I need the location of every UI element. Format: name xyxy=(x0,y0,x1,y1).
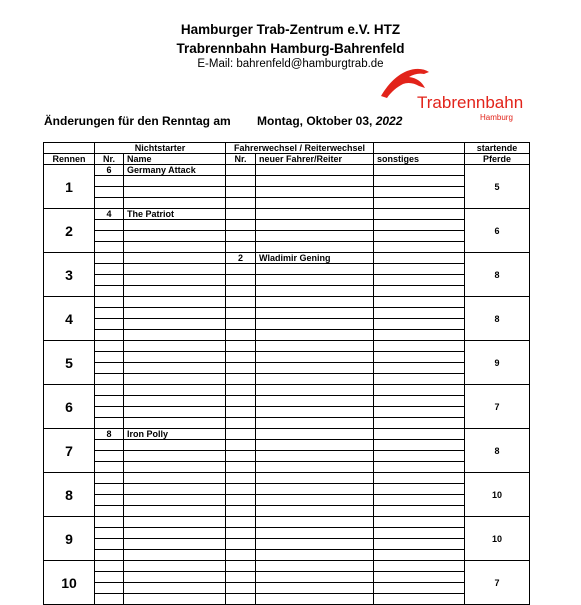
table-row xyxy=(44,275,530,286)
table-row xyxy=(44,506,530,517)
neuer-fahrer xyxy=(256,341,374,352)
fahrer-nr xyxy=(226,583,256,594)
nichtstarter-nr xyxy=(95,308,124,319)
col-rennen: Rennen xyxy=(44,154,95,165)
nichtstarter-name xyxy=(124,440,226,451)
race-number: 7 xyxy=(44,429,95,473)
fahrer-nr xyxy=(226,374,256,385)
sonstiges-cell xyxy=(374,495,465,506)
fahrer-nr xyxy=(226,440,256,451)
neuer-fahrer xyxy=(256,220,374,231)
nichtstarter-name xyxy=(124,385,226,396)
nichtstarter-name xyxy=(124,352,226,363)
sonstiges-cell xyxy=(374,572,465,583)
nichtstarter-name xyxy=(124,407,226,418)
neuer-fahrer xyxy=(256,209,374,220)
nichtstarter-nr: 8 xyxy=(95,429,124,440)
starting-horses: 10 xyxy=(465,517,530,561)
sonstiges-cell xyxy=(374,165,465,176)
nichtstarter-nr xyxy=(95,297,124,308)
nichtstarter-name xyxy=(124,297,226,308)
nichtstarter-name: Germany Attack xyxy=(124,165,226,176)
table-row xyxy=(44,429,530,440)
fahrer-nr xyxy=(226,385,256,396)
neuer-fahrer xyxy=(256,484,374,495)
nichtstarter-name: Iron Polly xyxy=(124,429,226,440)
neuer-fahrer xyxy=(256,363,374,374)
starting-horses: 8 xyxy=(465,297,530,341)
fahrer-nr xyxy=(226,231,256,242)
race-number: 3 xyxy=(44,253,95,297)
nichtstarter-name xyxy=(124,264,226,275)
neuer-fahrer xyxy=(256,561,374,572)
nichtstarter-nr xyxy=(95,418,124,429)
fahrer-nr xyxy=(226,506,256,517)
neuer-fahrer xyxy=(256,528,374,539)
nichtstarter-name xyxy=(124,253,226,264)
race-number: 8 xyxy=(44,473,95,517)
nichtstarter-nr xyxy=(95,187,124,198)
table-row xyxy=(44,165,530,176)
sonstiges-cell xyxy=(374,198,465,209)
fahrer-nr xyxy=(226,341,256,352)
nichtstarter-name xyxy=(124,495,226,506)
changes-title: Änderungen für den Renntag am xyxy=(44,114,231,128)
nichtstarter-name xyxy=(124,374,226,385)
neuer-fahrer xyxy=(256,275,374,286)
starting-horses: 9 xyxy=(465,341,530,385)
neuer-fahrer xyxy=(256,517,374,528)
nichtstarter-nr: 4 xyxy=(95,209,124,220)
neuer-fahrer xyxy=(256,187,374,198)
nichtstarter-nr xyxy=(95,286,124,297)
fahrer-nr xyxy=(226,561,256,572)
fahrer-nr xyxy=(226,264,256,275)
nichtstarter-name xyxy=(124,187,226,198)
col-nr-nichtstarter: Nr. xyxy=(95,154,124,165)
neuer-fahrer xyxy=(256,176,374,187)
table-row xyxy=(44,550,530,561)
fahrer-nr xyxy=(226,451,256,462)
neuer-fahrer xyxy=(256,374,374,385)
table-row xyxy=(44,517,530,528)
sonstiges-cell xyxy=(374,528,465,539)
nichtstarter-name xyxy=(124,231,226,242)
table-row xyxy=(44,473,530,484)
table-row xyxy=(44,231,530,242)
nichtstarter-nr: 6 xyxy=(95,165,124,176)
nichtstarter-nr xyxy=(95,451,124,462)
sonstiges-cell xyxy=(374,231,465,242)
fahrer-nr xyxy=(226,176,256,187)
sonstiges-cell xyxy=(374,385,465,396)
header-row-groups xyxy=(44,143,530,154)
fahrer-nr xyxy=(226,330,256,341)
race-date-text: Montag, Oktober 03, xyxy=(257,114,373,128)
table-row xyxy=(44,198,530,209)
fahrer-nr xyxy=(226,550,256,561)
starting-horses: 7 xyxy=(465,561,530,605)
nichtstarter-name xyxy=(124,308,226,319)
nichtstarter-name xyxy=(124,451,226,462)
nichtstarter-nr xyxy=(95,319,124,330)
nichtstarter-name xyxy=(124,583,226,594)
nichtstarter-name xyxy=(124,594,226,605)
fahrer-nr xyxy=(226,484,256,495)
sonstiges-cell xyxy=(374,451,465,462)
sonstiges-cell xyxy=(374,363,465,374)
table-row xyxy=(44,308,530,319)
header-nichtstarter: Nichtstarter xyxy=(95,143,226,154)
nichtstarter-nr xyxy=(95,561,124,572)
nichtstarter-nr xyxy=(95,407,124,418)
nichtstarter-nr xyxy=(95,495,124,506)
col-sonstiges: sonstiges xyxy=(374,154,465,165)
race-number: 10 xyxy=(44,561,95,605)
race-number: 5 xyxy=(44,341,95,385)
neuer-fahrer xyxy=(256,165,374,176)
table-row xyxy=(44,418,530,429)
changes-table xyxy=(43,142,530,605)
fahrer-nr xyxy=(226,165,256,176)
email-line: E-Mail: bahrenfeld@hamburgtrab.de xyxy=(197,58,384,70)
nichtstarter-name xyxy=(124,484,226,495)
nichtstarter-nr xyxy=(95,275,124,286)
header-startende: startende xyxy=(465,143,530,154)
nichtstarter-nr xyxy=(95,539,124,550)
nichtstarter-nr xyxy=(95,517,124,528)
table-row xyxy=(44,572,530,583)
nichtstarter-nr xyxy=(95,473,124,484)
fahrer-nr xyxy=(226,462,256,473)
table-row xyxy=(44,440,530,451)
race-number: 2 xyxy=(44,209,95,253)
fahrer-nr xyxy=(226,352,256,363)
sonstiges-cell xyxy=(374,242,465,253)
sonstiges-cell xyxy=(374,341,465,352)
nichtstarter-name xyxy=(124,561,226,572)
neuer-fahrer xyxy=(256,297,374,308)
sonstiges-cell xyxy=(374,506,465,517)
sonstiges-cell xyxy=(374,407,465,418)
neuer-fahrer xyxy=(256,231,374,242)
fahrer-nr xyxy=(226,319,256,330)
neuer-fahrer xyxy=(256,385,374,396)
starting-horses: 5 xyxy=(465,165,530,209)
race-number: 6 xyxy=(44,385,95,429)
nichtstarter-nr xyxy=(95,396,124,407)
sonstiges-cell xyxy=(374,418,465,429)
table-row xyxy=(44,187,530,198)
sonstiges-cell xyxy=(374,396,465,407)
nichtstarter-name: The Patriot xyxy=(124,209,226,220)
neuer-fahrer xyxy=(256,286,374,297)
sonstiges-cell xyxy=(374,374,465,385)
nichtstarter-name xyxy=(124,286,226,297)
sonstiges-cell xyxy=(374,187,465,198)
neuer-fahrer xyxy=(256,462,374,473)
nichtstarter-name xyxy=(124,330,226,341)
fahrer-nr xyxy=(226,308,256,319)
fahrer-nr xyxy=(226,198,256,209)
sonstiges-cell xyxy=(374,275,465,286)
neuer-fahrer: Wladimir Gening xyxy=(256,253,374,264)
table-row xyxy=(44,297,530,308)
race-year: 2022 xyxy=(375,114,403,128)
table-row xyxy=(44,176,530,187)
nichtstarter-nr xyxy=(95,363,124,374)
starting-horses: 6 xyxy=(465,209,530,253)
sonstiges-cell xyxy=(374,539,465,550)
table-row xyxy=(44,220,530,231)
table-row xyxy=(44,561,530,572)
starting-horses: 7 xyxy=(465,385,530,429)
nichtstarter-name xyxy=(124,418,226,429)
table-row xyxy=(44,451,530,462)
sonstiges-cell xyxy=(374,209,465,220)
table-row xyxy=(44,539,530,550)
nichtstarter-nr xyxy=(95,231,124,242)
org-title: Hamburger Trab-Zentrum e.V. HTZ xyxy=(180,22,401,37)
fahrer-nr xyxy=(226,539,256,550)
nichtstarter-nr xyxy=(95,528,124,539)
neuer-fahrer xyxy=(256,451,374,462)
sonstiges-cell xyxy=(374,220,465,231)
nichtstarter-nr xyxy=(95,572,124,583)
race-date xyxy=(257,114,402,128)
nichtstarter-nr xyxy=(95,253,124,264)
table-row xyxy=(44,396,530,407)
sonstiges-cell xyxy=(374,594,465,605)
blank-cell xyxy=(374,143,465,154)
neuer-fahrer xyxy=(256,473,374,484)
fahrer-nr xyxy=(226,242,256,253)
col-pferde: Pferde xyxy=(465,154,530,165)
fahrer-nr xyxy=(226,418,256,429)
neuer-fahrer xyxy=(256,407,374,418)
neuer-fahrer xyxy=(256,319,374,330)
neuer-fahrer xyxy=(256,440,374,451)
table-row xyxy=(44,286,530,297)
track-title: Trabrennbahn Hamburg-Bahrenfeld xyxy=(176,41,405,56)
nichtstarter-name xyxy=(124,572,226,583)
starting-horses: 8 xyxy=(465,253,530,297)
sonstiges-cell xyxy=(374,484,465,495)
table-row xyxy=(44,374,530,385)
fahrer-nr xyxy=(226,297,256,308)
neuer-fahrer xyxy=(256,429,374,440)
table-row xyxy=(44,264,530,275)
nichtstarter-name xyxy=(124,220,226,231)
table-row xyxy=(44,528,530,539)
sonstiges-cell xyxy=(374,253,465,264)
nichtstarter-nr xyxy=(95,330,124,341)
table-row xyxy=(44,242,530,253)
neuer-fahrer xyxy=(256,418,374,429)
table-row xyxy=(44,363,530,374)
neuer-fahrer xyxy=(256,572,374,583)
fahrer-nr xyxy=(226,275,256,286)
sonstiges-cell xyxy=(374,462,465,473)
sonstiges-cell xyxy=(374,330,465,341)
table-row xyxy=(44,594,530,605)
neuer-fahrer xyxy=(256,308,374,319)
nichtstarter-nr xyxy=(95,385,124,396)
neuer-fahrer xyxy=(256,352,374,363)
table-row xyxy=(44,253,530,264)
sonstiges-cell xyxy=(374,583,465,594)
col-name: Name xyxy=(124,154,226,165)
nichtstarter-nr xyxy=(95,462,124,473)
starting-horses: 10 xyxy=(465,473,530,517)
fahrer-nr xyxy=(226,220,256,231)
sonstiges-cell xyxy=(374,352,465,363)
fahrer-nr xyxy=(226,429,256,440)
table-row xyxy=(44,583,530,594)
sonstiges-cell xyxy=(374,561,465,572)
nichtstarter-nr xyxy=(95,374,124,385)
table-row xyxy=(44,330,530,341)
fahrer-nr xyxy=(226,517,256,528)
neuer-fahrer xyxy=(256,264,374,275)
nichtstarter-nr xyxy=(95,176,124,187)
table-row xyxy=(44,462,530,473)
neuer-fahrer xyxy=(256,550,374,561)
nichtstarter-name xyxy=(124,462,226,473)
neuer-fahrer xyxy=(256,594,374,605)
logo-city: Hamburg xyxy=(480,113,513,122)
nichtstarter-name xyxy=(124,176,226,187)
nichtstarter-name xyxy=(124,506,226,517)
nichtstarter-nr xyxy=(95,594,124,605)
header-fahrerwechsel: Fahrerwechsel / Reiterwechsel xyxy=(226,143,374,154)
nichtstarter-name xyxy=(124,275,226,286)
fahrer-nr xyxy=(226,209,256,220)
neuer-fahrer xyxy=(256,330,374,341)
nichtstarter-name xyxy=(124,539,226,550)
nichtstarter-name xyxy=(124,242,226,253)
nichtstarter-name xyxy=(124,319,226,330)
table-row xyxy=(44,385,530,396)
nichtstarter-nr xyxy=(95,264,124,275)
nichtstarter-name xyxy=(124,528,226,539)
col-neuer-fahrer: neuer Fahrer/Reiter xyxy=(256,154,374,165)
table-row xyxy=(44,352,530,363)
nichtstarter-nr xyxy=(95,341,124,352)
header-row-columns xyxy=(44,154,530,165)
sonstiges-cell xyxy=(374,264,465,275)
neuer-fahrer xyxy=(256,506,374,517)
nichtstarter-nr xyxy=(95,550,124,561)
nichtstarter-name xyxy=(124,198,226,209)
nichtstarter-nr xyxy=(95,583,124,594)
fahrer-nr xyxy=(226,396,256,407)
table-row xyxy=(44,209,530,220)
sonstiges-cell xyxy=(374,517,465,528)
nichtstarter-nr xyxy=(95,242,124,253)
nichtstarter-nr xyxy=(95,352,124,363)
sonstiges-cell xyxy=(374,473,465,484)
table-row xyxy=(44,495,530,506)
fahrer-nr xyxy=(226,495,256,506)
fahrer-nr xyxy=(226,407,256,418)
sonstiges-cell xyxy=(374,440,465,451)
neuer-fahrer xyxy=(256,242,374,253)
nichtstarter-name xyxy=(124,550,226,561)
nichtstarter-name xyxy=(124,396,226,407)
neuer-fahrer xyxy=(256,198,374,209)
sonstiges-cell xyxy=(374,176,465,187)
table-row xyxy=(44,341,530,352)
neuer-fahrer xyxy=(256,583,374,594)
neuer-fahrer xyxy=(256,396,374,407)
logo-name: Trabrennbahn xyxy=(417,93,524,112)
col-nr-fahrer: Nr. xyxy=(226,154,256,165)
blank-cell xyxy=(44,143,95,154)
sonstiges-cell xyxy=(374,308,465,319)
table-row xyxy=(44,484,530,495)
nichtstarter-nr xyxy=(95,440,124,451)
nichtstarter-nr xyxy=(95,220,124,231)
nichtstarter-name xyxy=(124,517,226,528)
fahrer-nr xyxy=(226,286,256,297)
nichtstarter-name xyxy=(124,341,226,352)
fahrer-nr xyxy=(226,594,256,605)
race-number: 4 xyxy=(44,297,95,341)
sonstiges-cell xyxy=(374,550,465,561)
nichtstarter-nr xyxy=(95,198,124,209)
nichtstarter-nr xyxy=(95,506,124,517)
nichtstarter-nr xyxy=(95,484,124,495)
race-number: 1 xyxy=(44,165,95,209)
fahrer-nr xyxy=(226,363,256,374)
starting-horses: 8 xyxy=(465,429,530,473)
table-row xyxy=(44,319,530,330)
fahrer-nr xyxy=(226,572,256,583)
fahrer-nr xyxy=(226,187,256,198)
race-number: 9 xyxy=(44,517,95,561)
fahrer-nr xyxy=(226,528,256,539)
neuer-fahrer xyxy=(256,539,374,550)
nichtstarter-name xyxy=(124,363,226,374)
fahrer-nr: 2 xyxy=(226,253,256,264)
sonstiges-cell xyxy=(374,429,465,440)
neuer-fahrer xyxy=(256,495,374,506)
table-row xyxy=(44,407,530,418)
sonstiges-cell xyxy=(374,319,465,330)
sonstiges-cell xyxy=(374,286,465,297)
nichtstarter-name xyxy=(124,473,226,484)
sonstiges-cell xyxy=(374,297,465,308)
fahrer-nr xyxy=(226,473,256,484)
